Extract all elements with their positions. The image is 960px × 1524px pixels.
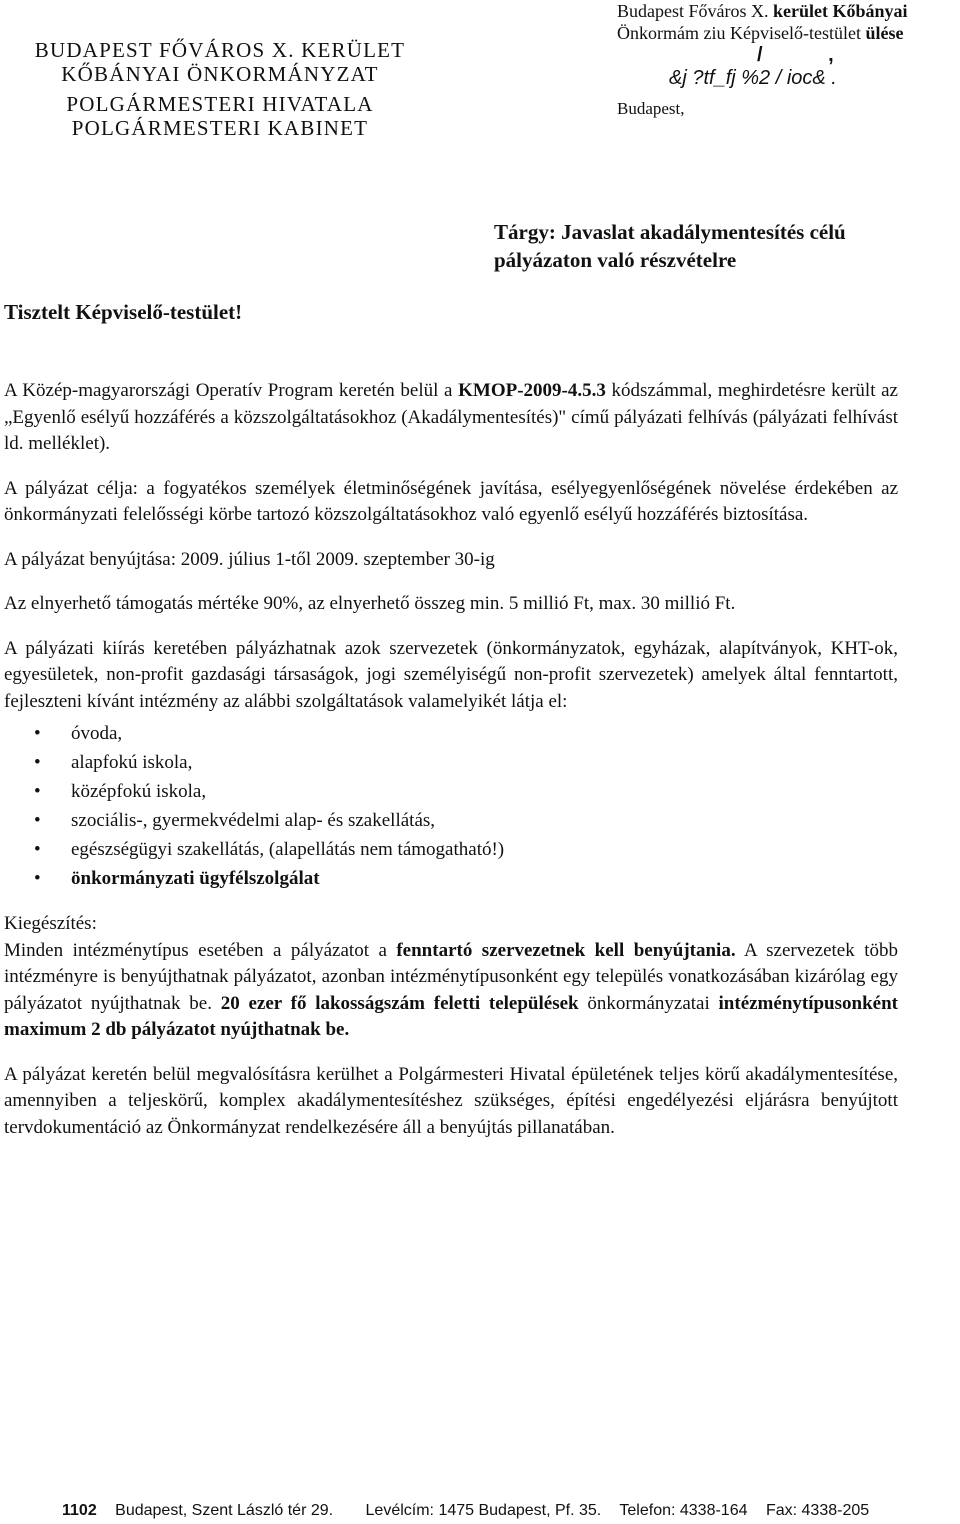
stamp-city: Budapest, — [617, 99, 685, 118]
paragraph-accessibility: A pályázat keretén belül megvalósításra kerülhet a Polgármesteri Hivatal épületének teljes körű akadálymentesítése, amennyiben a teljeskörű, komplex akadálymentesítéshez szükséges, építési engedélyezési eljárásra benyújtott tervdokumentáció az Önkormányzat rendelkezésére áll a benyújtás pillanatában. — [4, 1063, 898, 1138]
list-item-text: óvoda, — [71, 723, 123, 744]
stamp-line3: / , — [757, 44, 864, 66]
footer-street: Budapest, Szent László tér 29. — [110, 1502, 334, 1519]
stamp-handwritten-date: &j ?tf_fj %2 / ioc& . — [669, 67, 837, 89]
header-left-line1: BUDAPEST FŐVÁROS X. KERÜLET — [34, 38, 406, 62]
list-item — [4, 719, 898, 748]
stamp-line1-bold: kerület Kőbányai — [773, 1, 908, 21]
bullet-icon: • — [34, 839, 41, 860]
session-stamp — [617, 0, 957, 120]
list-item-text: egészségügyi szakellátás, (alapellátás nem támogatható!) — [71, 839, 505, 860]
list-item — [4, 748, 898, 777]
footer-mail: Levélcím: 1475 Budapest, Pf. 35. — [365, 1502, 602, 1519]
subject-line2: pályázaton való részvételre — [494, 248, 737, 272]
list-item — [4, 777, 898, 806]
institution-header — [0, 38, 440, 140]
stamp-line2-bold: ülése — [865, 23, 904, 43]
footer-fax: Fax: 4338-205 — [765, 1502, 870, 1519]
paragraph-eligibility: A pályázati kiírás keretében pályázhatnak azok szervezetek (önkormányzatok, egyházak, alapítványok, KHT-ok, egyesületek, non-profit gazdasági társaságok, jogi személyiségű non-profit szervezetek) amelyek által fenntartott, fejleszteni kívánt intézmény az alábbi szolgáltatások valamelyikét látja el: — [4, 637, 898, 712]
footer-postcode: 1102 — [62, 1502, 97, 1519]
paragraph-program — [4, 378, 898, 458]
paragraph-supplement — [4, 938, 898, 1044]
bullet-icon: • — [34, 810, 41, 831]
bullet-icon: • — [34, 781, 41, 802]
letter-body — [4, 378, 898, 1159]
header-left-line3: POLGÁRMESTERI HIVATALA — [66, 92, 374, 116]
paragraph-deadline: A pályázat benyújtása: 2009. július 1-től 2009. szeptember 30-ig — [4, 548, 495, 570]
p6-bold-d: 20 ezer fő lakosságszám feletti települések — [220, 992, 579, 1014]
list-item — [4, 806, 898, 835]
p1-text-a: A Közép-magyarországi Operatív Program keretén belül a — [4, 380, 459, 401]
stamp-line2 — [617, 22, 957, 44]
list-item — [4, 864, 898, 893]
footer-contact — [62, 1502, 883, 1520]
p6-text-c: A szervezetek több intézményre is benyújthatnak pályázatot, azonban intézménytípusonként egy település vonatkozásában kizárólag egy pályázatot nyújthatnak be. — [4, 939, 898, 1014]
footer-address — [62, 1502, 347, 1519]
supplement-title: Kiegészítés: — [4, 913, 97, 934]
p1-text-c: kódszámmal, meghirdetésre került az „Egyenlő esélyű hozzáférés a közszolgáltatásokhoz (Akadálymentesítés)" című pályázati felhívás (pályázati felhívást ld. melléklet). — [4, 380, 898, 454]
list-item-text: önkormányzati ügyfélszolgálat — [71, 868, 320, 889]
paragraph-funding: Az elnyerhető támogatás mértéke 90%, az elnyerhető összeg min. 5 millió Ft, max. 30 millió Ft. — [4, 593, 736, 614]
bullet-icon: • — [34, 752, 41, 773]
paragraph-goal: A pályázat célja: a fogyatékos személyek életminőségének javítása, esélyegyenlőségének növelése érdekében az önkormányzati felelősségi körbe tartozó közszolgáltatásokhoz való egyenlő esélyű hozzáférés biztosítása. — [4, 477, 898, 525]
p1-code: KMOP-2009-4.5.3 — [458, 380, 606, 401]
stamp-line1-text: Budapest Főváros X. — [617, 1, 773, 21]
p6-text-a: Minden intézménytípus esetében a pályázatot a — [4, 939, 397, 961]
subject-line1: Tárgy: Javaslat akadálymentesítés célú — [494, 220, 846, 244]
p6-bold-f: intézménytípusonként maximum 2 db pályázatot nyújthatnak be. — [4, 992, 898, 1040]
salutation: Tisztelt Képviselő-testület! — [4, 300, 243, 324]
list-item — [4, 835, 898, 864]
p6-bold-b: fenntartó szervezetnek kell benyújtania. — [396, 939, 736, 961]
header-left-line4: POLGÁRMESTERI KABINET — [71, 116, 369, 140]
bullet-icon: • — [34, 723, 41, 744]
service-list — [4, 719, 898, 893]
bullet-icon: • — [34, 868, 41, 889]
list-item-text: középfokú iskola, — [71, 781, 207, 802]
header-left-line2: KŐBÁNYAI ÖNKORMÁNYZAT — [61, 62, 379, 86]
footer-phone: Telefon: 4338-164 — [619, 1502, 748, 1519]
p6-text-e: önkormányzatai — [578, 992, 719, 1014]
stamp-line2-text: Önkormám ziu Képviselő-testület — [617, 23, 866, 43]
stamp-line1 — [617, 0, 957, 22]
subject-block — [494, 218, 914, 274]
list-item-text: szociális-, gyermekvédelmi alap- és szakellátás, — [71, 810, 436, 831]
list-item-text: alapfokú iskola, — [71, 752, 193, 773]
